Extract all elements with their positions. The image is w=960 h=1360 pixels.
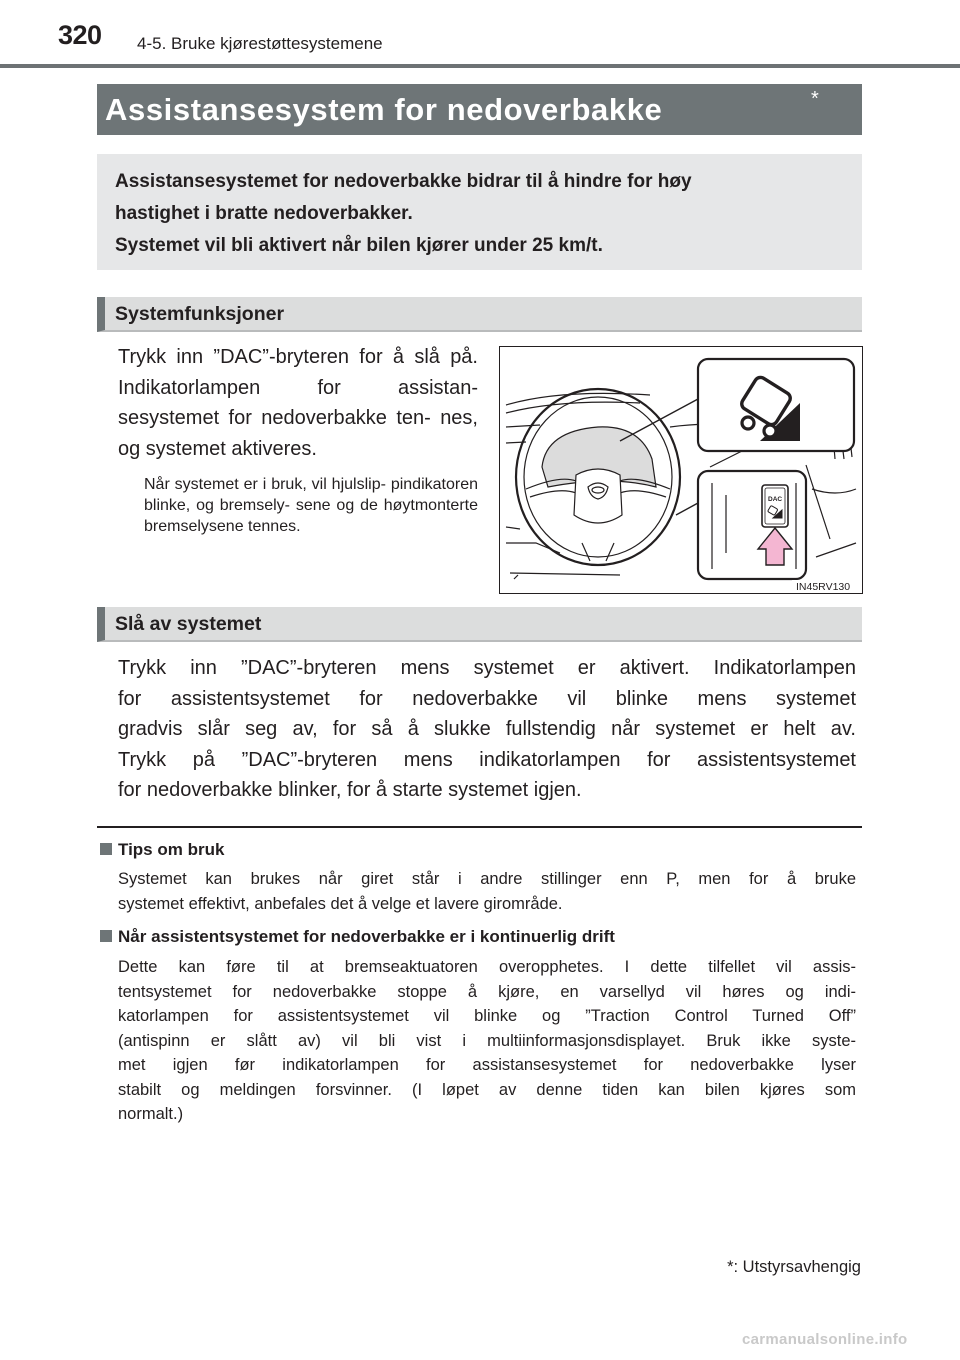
body-line: Trykk på ”DAC”-bryteren mens indikatorlampen for assistentsystemet	[118, 748, 856, 771]
watermark: carmanualsonline.info	[742, 1331, 908, 1348]
section-title-banner	[97, 84, 862, 135]
header-rule	[0, 64, 960, 68]
figure-code: IN45RV130	[796, 581, 851, 593]
tip-line: Systemet kan brukes når giret står i andre stillinger enn P, men for å bruke	[118, 870, 856, 888]
note-line: pindikatoren blinke, og bremsely-	[144, 476, 478, 514]
footnote-mark: *	[727, 1258, 734, 1276]
intro-line: Systemet vil bli aktivert når bilen kjører under 25 km/t.	[115, 235, 603, 256]
tip-line: systemet effektivt, anbefales det å velge et lavere girområde.	[118, 894, 563, 913]
system-functions-body	[118, 342, 478, 464]
tip-heading-text: Tips om bruk	[118, 840, 225, 859]
note-line: Når systemet er i bruk, vil hjulslip-	[144, 476, 391, 493]
tip-line: stabilt og meldingen forsvinner. (I løpet av denne tiden kan bilen kjøres som	[118, 1080, 856, 1099]
body-line: Trykk inn ”DAC”-bryteren for å slå	[118, 346, 451, 368]
note-line: sene og de høytmonterte	[295, 497, 478, 514]
tip-line: normalt.)	[118, 1105, 184, 1123]
tip-heading-text: Når assistentsystemet for nedoverbakke er i kontinuerlig drift	[118, 927, 615, 946]
tip-line: tentsystemet for nedoverbakke stoppe å kjøre, en varsellyd vil høres og indi-	[118, 982, 856, 1001]
system-functions-note	[144, 474, 478, 537]
body-line: på. Indikatorlampen for assistan-	[118, 346, 478, 399]
dac-switch-label: DAC	[768, 496, 783, 503]
body-line: gradvis slår seg av, for så å slukke fullstendig når systemet er helt av.	[118, 718, 856, 740]
body-line: for assistentsystemet for nedoverbakke vil blinke mens systemet	[118, 687, 856, 710]
chapter-title: 4-5. Bruke kjørestøttesystemene	[137, 34, 383, 53]
square-bullet-icon	[100, 843, 112, 855]
turn-off-heading: Slå av systemet	[97, 607, 862, 642]
intro-box	[97, 154, 862, 270]
section-title: Assistansesystem for nedoverbakke	[105, 92, 663, 127]
tip-line: (antispinn er slått av) vil bli vist i multiinformasjonsdisplayet. Bruk ikke syste-	[118, 1031, 856, 1050]
body-line: nes, og systemet aktiveres.	[118, 407, 478, 460]
equipment-dependent-mark: *	[811, 88, 819, 110]
intro-line: hastighet i bratte nedoverbakker.	[115, 203, 413, 224]
footnote	[727, 1258, 861, 1277]
square-bullet-icon	[100, 930, 112, 942]
section-divider	[97, 826, 862, 828]
tip-line: katorlampen for assistentsystemet vil blinke og ”Traction Control Turned Off”	[118, 1007, 856, 1025]
tip-text	[118, 955, 856, 1127]
tip-heading	[100, 927, 615, 947]
tip-line: Dette kan føre til at bremseaktuatoren overopphetes. I dette tilfellet vil assis-	[118, 958, 856, 976]
intro-line: Assistansesystemet for nedoverbakke bidrar til å hindre for høy	[115, 171, 692, 192]
tip-text	[118, 867, 856, 916]
body-line: Trykk inn ”DAC”-bryteren mens systemet er aktivert. Indikatorlampen	[118, 657, 856, 679]
footnote-text: : Utstyrsavhengig	[733, 1258, 861, 1276]
tip-line: met igjen før indikatorlampen for assistansesystemet for nedoverbakke lyser	[118, 1056, 856, 1074]
page-number: 320	[58, 20, 102, 50]
note-line: bremselysene tennes.	[144, 518, 301, 535]
body-line: sesystemet for nedoverbakke ten-	[118, 407, 441, 429]
dac-switch-illustration	[499, 346, 863, 594]
body-line: for nedoverbakke blinker, for å starte systemet igjen.	[118, 779, 582, 801]
system-functions-heading: Systemfunksjoner	[97, 297, 862, 332]
tip-heading	[100, 840, 224, 860]
turn-off-body	[118, 653, 856, 806]
